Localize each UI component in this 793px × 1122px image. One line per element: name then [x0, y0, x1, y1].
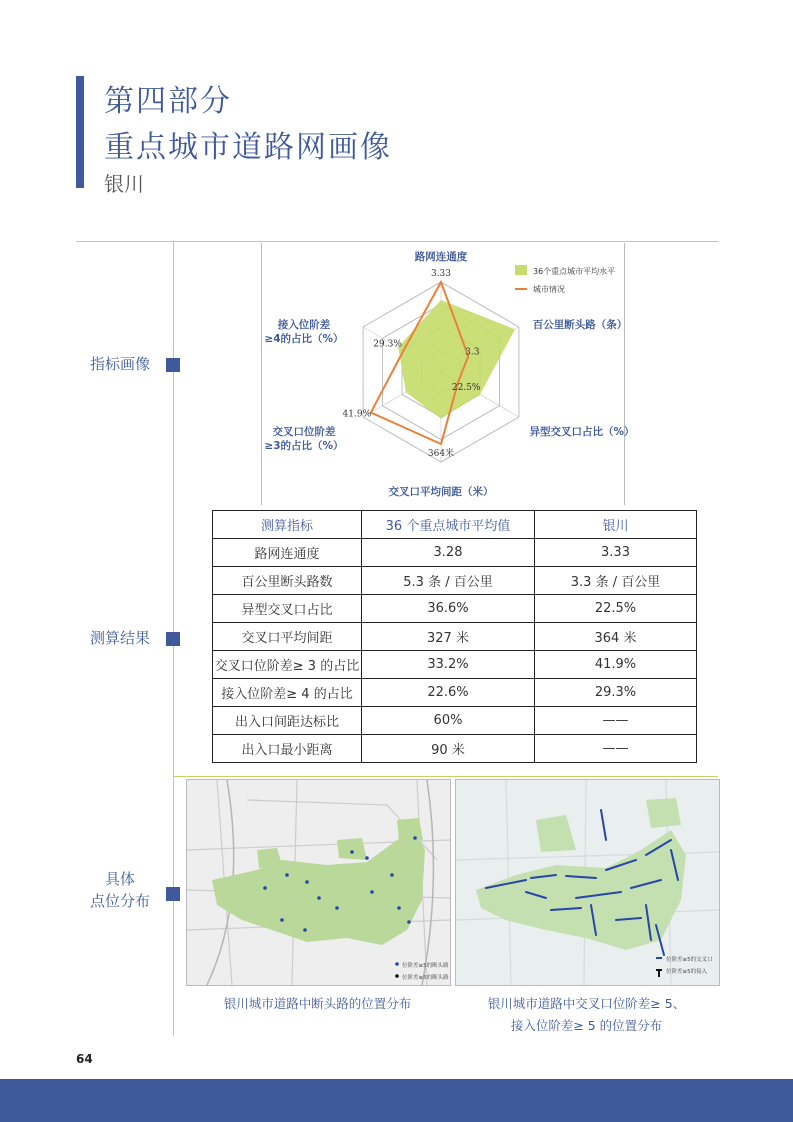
page-number: 64 — [76, 1052, 93, 1066]
table-cell: 327 米 — [362, 623, 535, 651]
legend-swatch-average — [515, 265, 527, 275]
table-header-row — [213, 511, 697, 539]
radar-axis-label: ≥3的占比（%） — [264, 440, 344, 452]
radar-axis-label: ≥4的占比（%） — [264, 333, 344, 345]
table-row — [213, 595, 697, 623]
map-legend-item: 位阶差≥5的接入 — [666, 969, 708, 975]
section-indicator-profile: 指标画像 — [89, 355, 150, 373]
table-cell: 36.6% — [362, 595, 535, 623]
table-cell: 3.33 — [535, 539, 697, 567]
table-row — [213, 651, 697, 679]
table-cell: 5.3 条 / 百公里 — [362, 567, 535, 595]
table-cell: 3.28 — [362, 539, 535, 567]
table-cell: 3.3 条 / 百公里 — [535, 567, 697, 595]
table-cell: 60% — [362, 707, 535, 735]
table-header: 银川 — [535, 511, 697, 539]
map-legend-item: 位阶差≥5的交叉口 — [666, 957, 713, 963]
footer-band — [0, 1079, 793, 1122]
radar-axis-label: 百公里断头路（条） — [532, 319, 628, 331]
radar-value-label: 41.9% — [342, 409, 372, 420]
dead-end-map-image — [187, 780, 450, 985]
results-table — [212, 510, 697, 763]
map-legend-item: 位阶差≥5的断头路 — [402, 975, 449, 981]
radar-axis-label: 交叉口位阶差 — [272, 426, 336, 438]
legend-label-average: 36个重点城市平均水平 — [533, 267, 616, 276]
main-title: 重点城市道路网画像 — [104, 130, 392, 165]
table-cell: 接入位阶差≥ 4 的占比 — [213, 679, 362, 707]
section-distribution-line2: 点位分布 — [89, 892, 150, 910]
table-row — [213, 735, 697, 763]
left-map-caption: 银川城市道路中断头路的位置分布 — [223, 996, 412, 1011]
table-cell: 364 米 — [535, 623, 697, 651]
table-cell: —— — [535, 707, 697, 735]
table-cell: 百公里断头路数 — [213, 567, 362, 595]
table-cell: —— — [535, 735, 697, 763]
right-map-caption-line2: 接入位阶差≥ 5 的位置分布 — [510, 1018, 663, 1033]
table-row — [213, 623, 697, 651]
intersection-map — [455, 779, 720, 986]
table-cell: 41.9% — [535, 651, 697, 679]
radar-value-label: 22.5% — [451, 382, 481, 393]
table-cell: 29.3% — [535, 679, 697, 707]
table-row — [213, 567, 697, 595]
radar-value-label: 3.3 — [465, 347, 480, 358]
city-subtitle: 银川 — [104, 172, 144, 196]
radar-axis-label: 接入位阶差 — [277, 319, 331, 331]
radar-axis-label: 交叉口平均间距（米） — [388, 486, 494, 498]
table-row — [213, 679, 697, 707]
radar-chart — [0, 0, 793, 520]
table-row — [213, 707, 697, 735]
table-cell: 出入口最小距离 — [213, 735, 362, 763]
section-calc-results: 测算结果 — [89, 629, 150, 647]
table-cell: 22.5% — [535, 595, 697, 623]
map-rule — [173, 776, 718, 777]
table-header: 36 个重点城市平均值 — [362, 511, 535, 539]
radar-legend — [515, 265, 615, 294]
table-cell: 90 米 — [362, 735, 535, 763]
table-cell: 出入口间距达标比 — [213, 707, 362, 735]
radar-series — [371, 282, 515, 444]
intersection-map-image — [456, 780, 719, 985]
section-marker — [166, 887, 180, 901]
map-legend-item: 位阶差≥5的断头路 — [402, 963, 449, 969]
table-cell: 异型交叉口占比 — [213, 595, 362, 623]
table-cell: 路网连通度 — [213, 539, 362, 567]
section-marker — [166, 632, 180, 646]
table-cell: 33.2% — [362, 651, 535, 679]
table-row — [213, 539, 697, 567]
radar-value-label: 29.3% — [373, 339, 402, 350]
section-distribution-line1: 具体 — [104, 870, 135, 888]
table-cell: 交叉口平均间距 — [213, 623, 362, 651]
table-cell: 22.6% — [362, 679, 535, 707]
radar-average-area — [398, 300, 515, 419]
radar-axis-label: 异型交叉口占比（%） — [529, 426, 635, 438]
table-cell: 交叉口位阶差≥ 3 的占比 — [213, 651, 362, 679]
radar-axis-label: 路网连通度 — [414, 251, 468, 263]
right-map-caption-line1: 银川城市道路中交叉口位阶差≥ 5、 — [487, 996, 686, 1011]
section-distribution — [80, 868, 160, 912]
legend-label-city: 城市情况 — [533, 285, 565, 294]
right-map-caption — [455, 993, 718, 1037]
dead-end-map — [186, 779, 451, 986]
part-title: 第四部分 — [104, 84, 232, 119]
table-header: 测算指标 — [213, 511, 362, 539]
radar-value-label: 3.33 — [430, 269, 452, 279]
radar-value-label: 364米 — [427, 449, 455, 459]
